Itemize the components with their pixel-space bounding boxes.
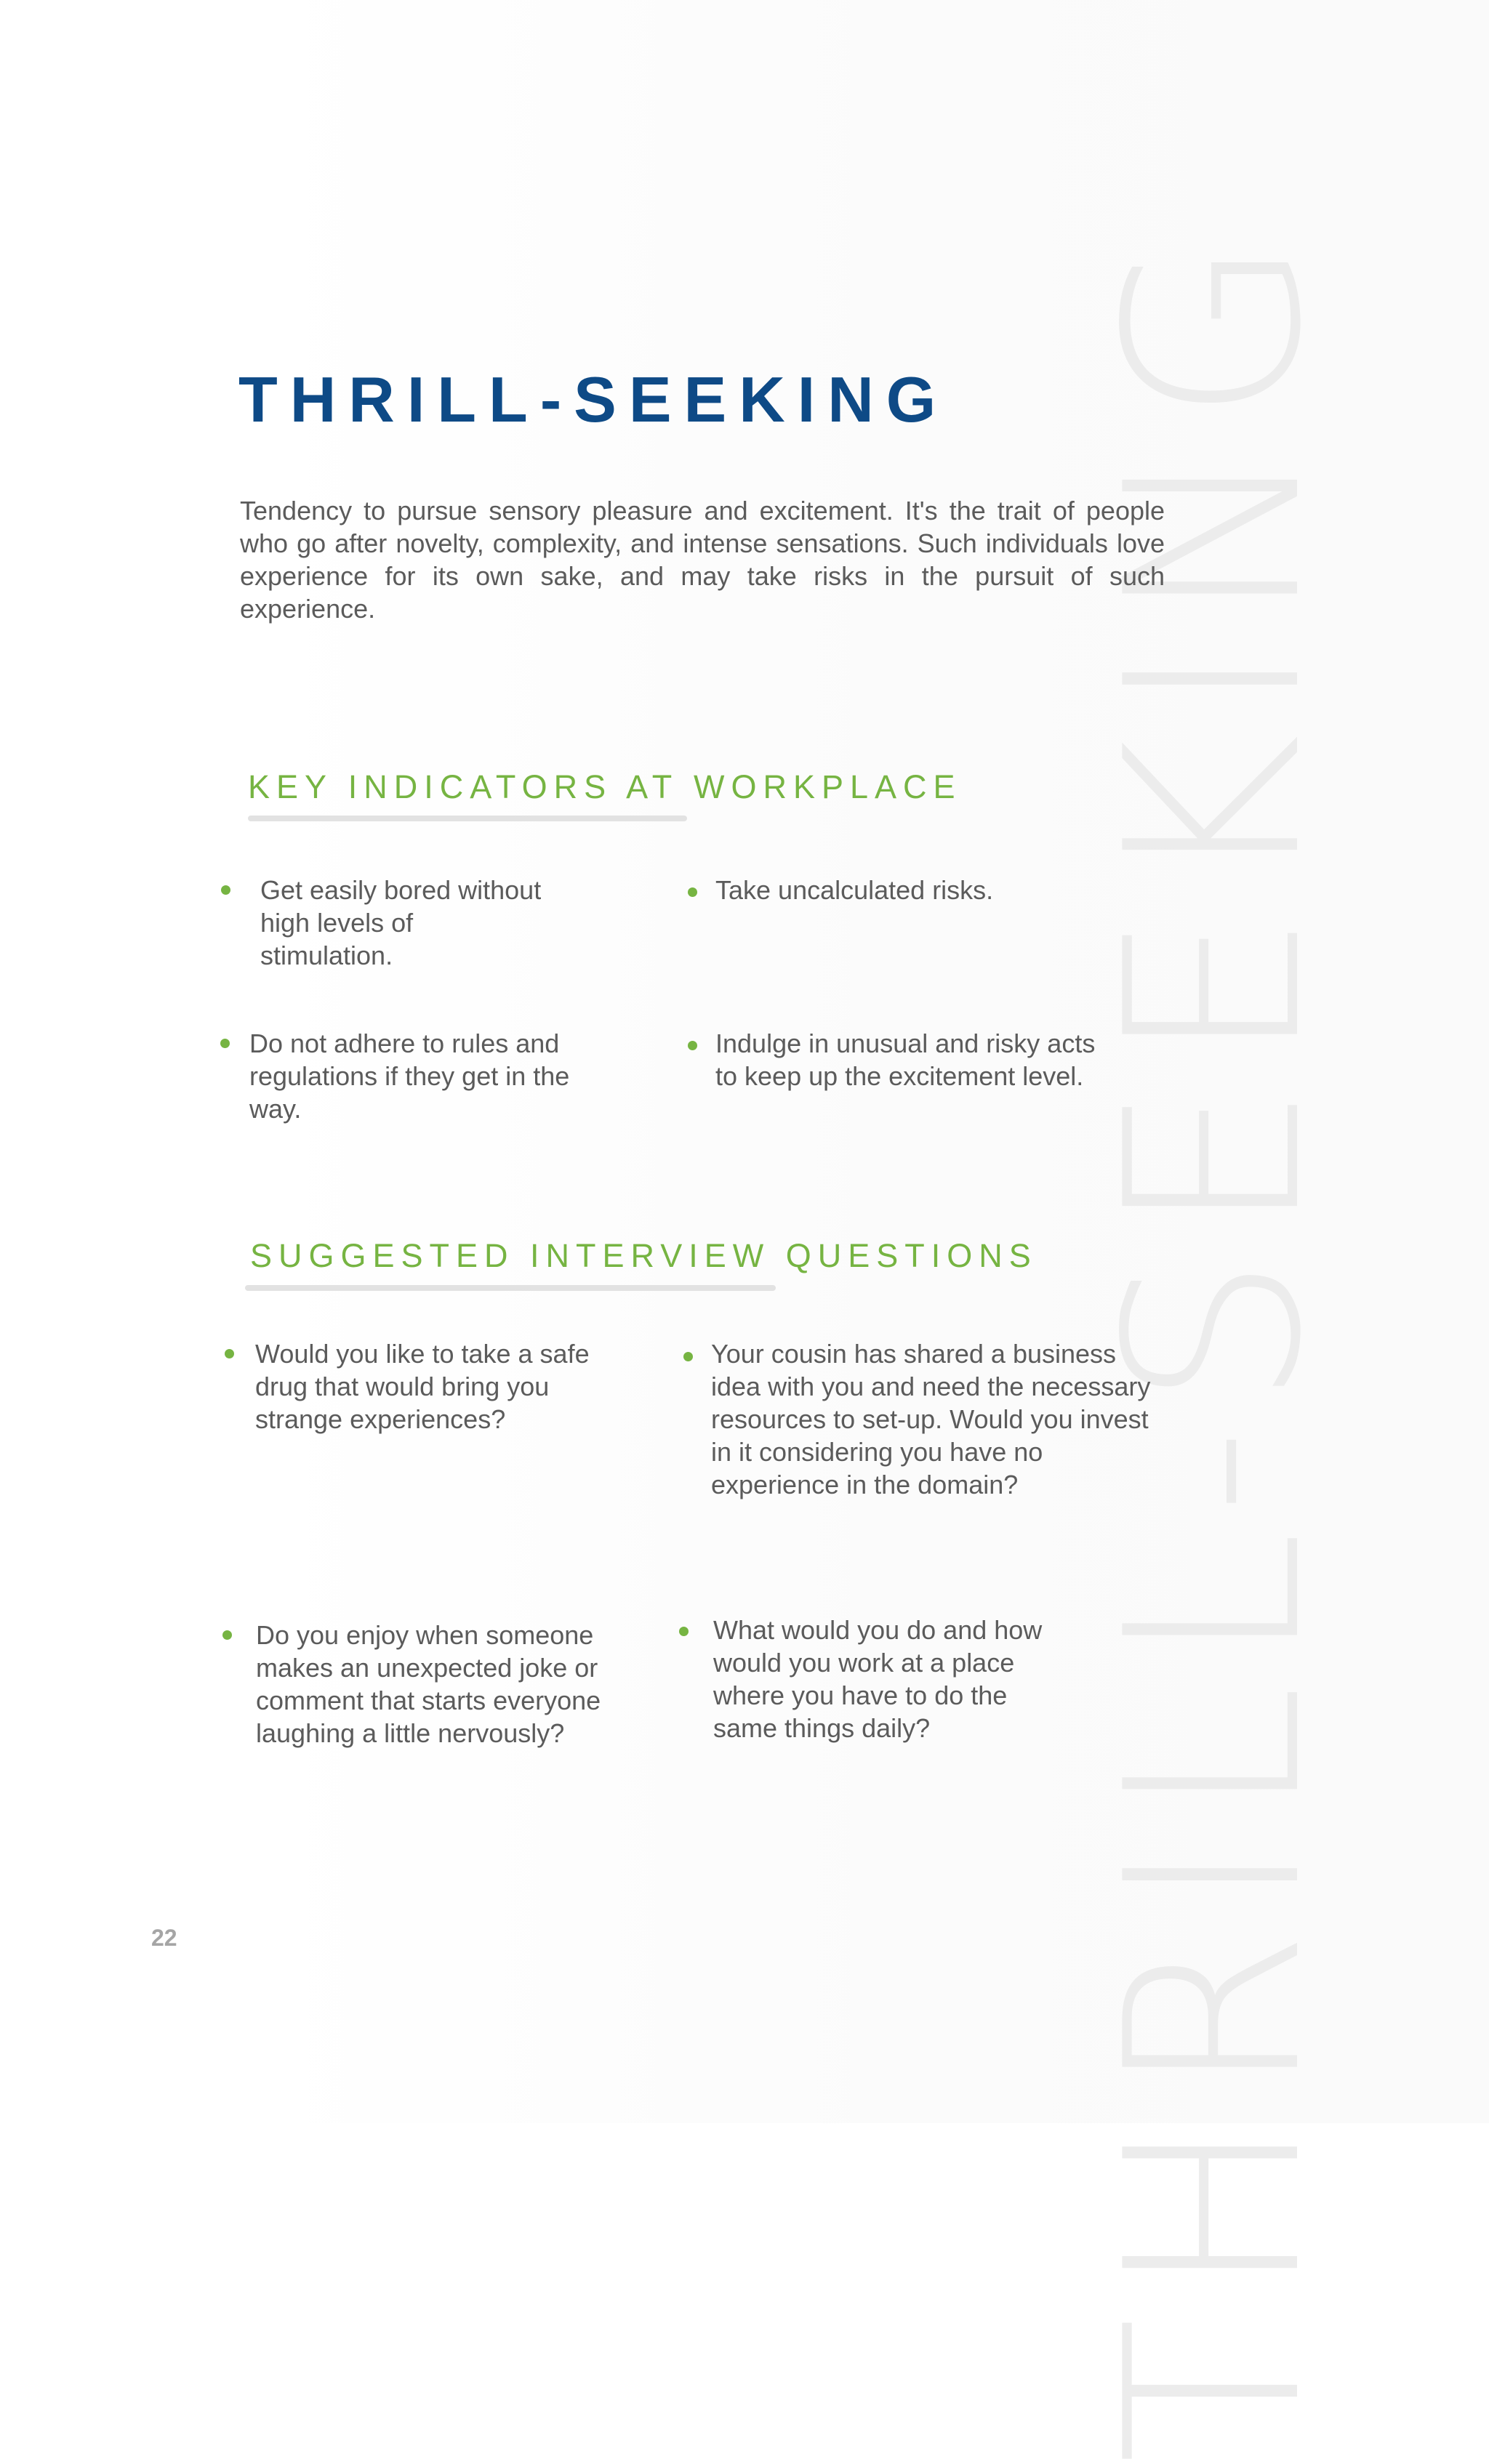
section-underline-questions <box>245 1285 776 1291</box>
indicator-text: Do not adhere to rules and regulations if they get in the way. <box>249 1028 570 1124</box>
indicator-text: Get easily bored without high levels of stimulation. <box>260 875 542 970</box>
question-text: Your cousin has shared a business idea with you and need the necessary resources to set-up. Would you invest in it considering you have no experience in the domain? <box>711 1339 1151 1499</box>
question-item <box>711 1337 1162 1501</box>
bullet-icon <box>222 1630 232 1640</box>
indicator-text: Take uncalculated risks. <box>715 875 994 905</box>
section-heading-indicators: KEY INDICATORS AT WORKPLACE <box>248 768 962 805</box>
watermark-vertical-text: THRILL-SEEKING <box>1075 216 1354 2464</box>
indicator-item <box>249 1027 613 1125</box>
bullet-icon <box>225 1349 234 1358</box>
bullet-icon <box>688 887 697 897</box>
page-title: THRILL-SEEKING <box>238 363 949 435</box>
page-number: 22 <box>151 1925 177 1951</box>
question-item <box>255 1337 633 1436</box>
bullet-icon <box>688 1041 697 1050</box>
section-underline-indicators <box>248 816 687 821</box>
bullet-icon <box>679 1627 689 1636</box>
indicator-text: Indulge in unusual and risky acts to keep up the excitement level. <box>715 1028 1096 1091</box>
section-heading-questions: SUGGESTED INTERVIEW QUESTIONS <box>250 1237 1038 1274</box>
intro-paragraph: Tendency to pursue sensory pleasure and excitement. It's the trait of people who go after novelty, complexity, and intense sensations. Such individuals love experience for its own sake, and may take risks in the pursuit of such experience. <box>240 496 1165 624</box>
indicator-item <box>715 1027 1123 1092</box>
indicator-item <box>715 874 1123 906</box>
question-text: What would you do and how would you work at a place where you have to do the same things daily? <box>713 1615 1043 1743</box>
question-text: Do you enjoy when someone makes an unexpected joke or comment that starts everyone laughing a little nervously? <box>256 1620 601 1748</box>
bullet-icon <box>221 885 230 895</box>
question-item <box>256 1619 649 1750</box>
indicator-item <box>260 874 551 972</box>
bullet-icon <box>683 1352 693 1361</box>
question-text: Would you like to take a safe drug that would bring you strange experiences? <box>255 1339 590 1434</box>
bullet-icon <box>220 1039 230 1048</box>
question-item <box>713 1614 1077 1744</box>
